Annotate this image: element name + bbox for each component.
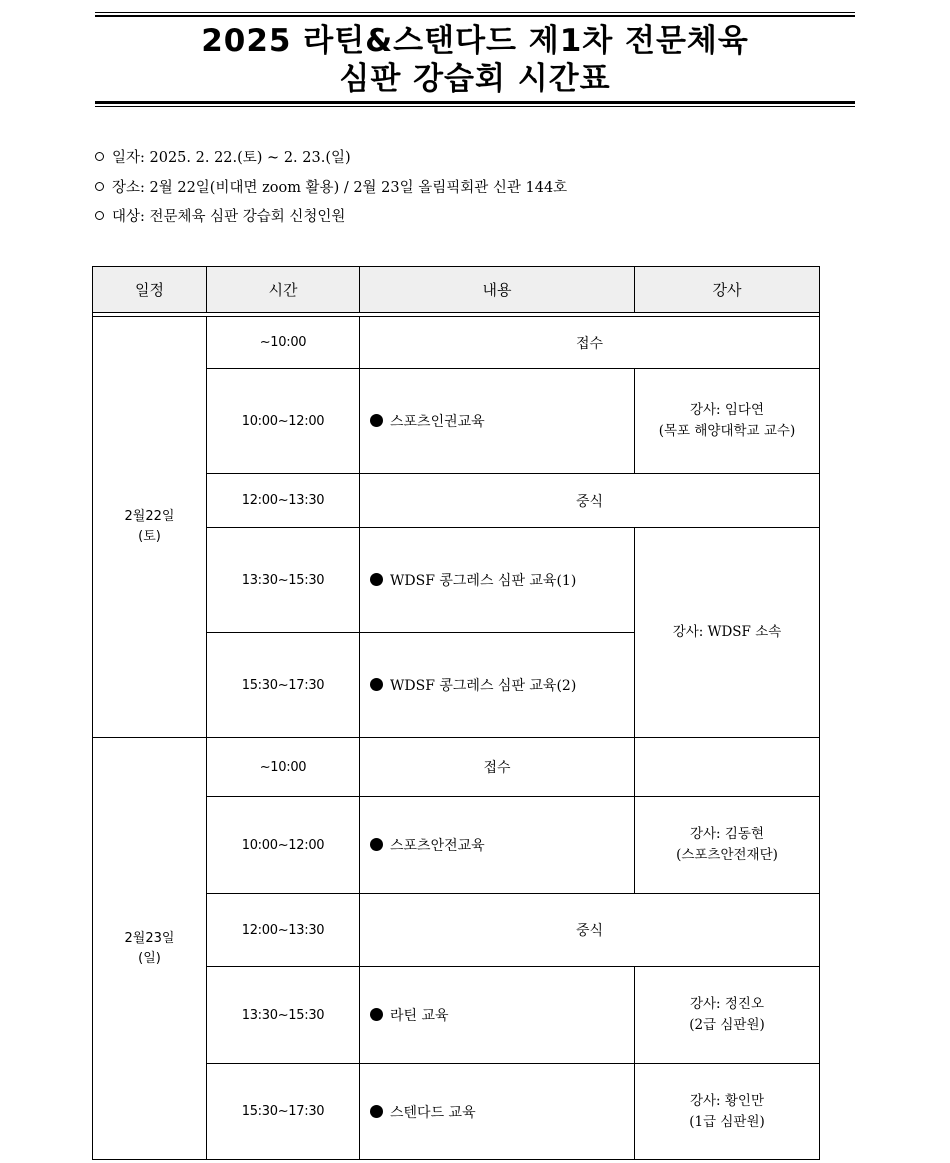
circle-bullet-icon (95, 152, 104, 161)
title-rule-top-thick (95, 15, 855, 17)
day1-weekday: (토) (138, 529, 161, 544)
lecturer-cell (635, 369, 820, 474)
filled-circle-bullet-icon (370, 414, 383, 427)
circle-bullet-icon (95, 182, 104, 191)
info-date-text: 일자: 2025. 2. 22.(토) ~ 2. 23.(일) (112, 150, 351, 166)
header-content: 내용 (360, 267, 635, 313)
header-lecturer: 강사 (635, 267, 820, 313)
lecturer-cell (635, 1064, 820, 1160)
content-cell (360, 633, 635, 738)
header-day: 일정 (93, 267, 207, 313)
page-title-line-1: 2025 라틴&스탠다드 제1차 전문체육 (201, 23, 749, 59)
content-cell (360, 528, 635, 633)
time-cell: ~10:00 (207, 317, 360, 369)
info-target-text: 대상: 전문체육 심판 강습회 신청인원 (112, 209, 346, 225)
filled-circle-bullet-icon (370, 1105, 383, 1118)
content-cell: 접수 (360, 738, 635, 797)
lecturer-affiliation: (스포츠안전재단) (676, 847, 778, 863)
title-block (95, 12, 855, 107)
lecturer-affiliation: (1급 심판원) (689, 1113, 765, 1130)
circle-bullet-icon (95, 211, 104, 220)
content-text: 스포츠인권교육 (390, 414, 485, 430)
content-text: 스텐다드 교육 (390, 1104, 476, 1121)
content-cell (360, 369, 635, 474)
title-rule-bottom-thick (95, 101, 855, 104)
filled-circle-bullet-icon (370, 1008, 383, 1021)
lecturer-name: 강사: 임다연 (689, 402, 765, 418)
page-title-line-2: 심판 강습회 시간표 (339, 61, 611, 97)
lecturer-cell (635, 967, 820, 1064)
filled-circle-bullet-icon (370, 838, 383, 851)
table-header-row (93, 267, 820, 313)
time-cell: ~10:00 (207, 738, 360, 797)
content-text: WDSF 콩그레스 심판 교육(1) (390, 573, 577, 589)
lecturer-name: 강사: 김동현 (689, 826, 765, 842)
lecturer-cell-shared: 강사: WDSF 소속 (635, 528, 820, 738)
day2-date: 2월23일 (124, 930, 175, 946)
content-text: 스포츠안전교육 (390, 838, 485, 854)
filled-circle-bullet-icon (370, 678, 383, 691)
content-cell: 중식 (360, 894, 820, 967)
title-rule-top-thin (95, 12, 855, 13)
content-text: 라틴 교육 (390, 1008, 449, 1024)
info-place-text: 장소: 2월 22일(비대면 zoom 활용) / 2월 23일 올림픽회관 신관 144호 (112, 180, 568, 196)
lecturer-cell-empty (635, 738, 820, 797)
content-cell: 중식 (360, 474, 820, 528)
day1-date-cell (93, 317, 207, 738)
lecturer-cell (635, 797, 820, 894)
time-cell: 10:00~12:00 (207, 369, 360, 474)
info-place (95, 178, 567, 198)
time-cell: 13:30~15:30 (207, 967, 360, 1064)
content-cell: 접수 (360, 317, 820, 369)
time-cell: 15:30~17:30 (207, 1064, 360, 1160)
table-row (93, 738, 820, 797)
lecturer-affiliation: (목포 해양대학교 교수) (658, 423, 796, 439)
header-time: 시간 (207, 267, 360, 313)
filled-circle-bullet-icon (370, 573, 383, 586)
time-cell: 12:00~13:30 (207, 894, 360, 967)
time-cell: 15:30~17:30 (207, 633, 360, 738)
lecturer-name: 강사: 정진오 (689, 996, 765, 1012)
lecturer-affiliation: (2급 심판원) (689, 1017, 765, 1033)
content-cell (360, 797, 635, 894)
info-target (95, 207, 345, 227)
day2-weekday: (일) (138, 950, 161, 966)
day1-date: 2월22일 (124, 509, 175, 524)
title-rule-bottom-thin (95, 106, 855, 107)
schedule-table (92, 266, 820, 1160)
lecturer-name: 강사: 황인만 (689, 1092, 765, 1109)
table-row (93, 317, 820, 369)
time-cell: 13:30~15:30 (207, 528, 360, 633)
content-cell (360, 1064, 635, 1160)
time-cell: 10:00~12:00 (207, 797, 360, 894)
time-cell: 12:00~13:30 (207, 474, 360, 528)
content-cell (360, 967, 635, 1064)
day2-date-cell (93, 738, 207, 1160)
info-date (95, 148, 351, 168)
content-text: WDSF 콩그레스 심판 교육(2) (390, 678, 577, 694)
